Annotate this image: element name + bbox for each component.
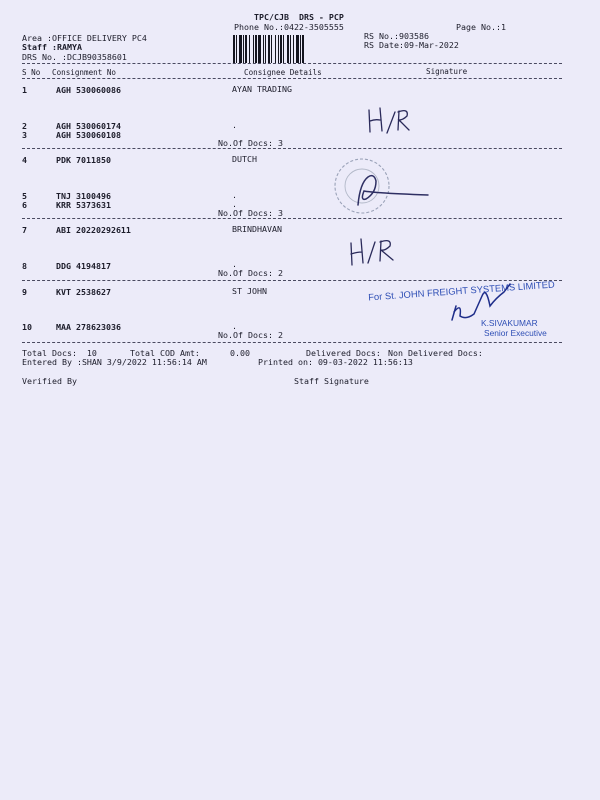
row-consignee: . bbox=[232, 190, 237, 200]
phone-number: Phone No.:0422-3505555 bbox=[234, 22, 344, 32]
row-doc-count: No.Of Docs: 2 bbox=[218, 268, 283, 278]
row-consignee: . bbox=[232, 259, 237, 269]
rs-date: RS Date:09-Mar-2022 bbox=[364, 40, 459, 50]
row-doc-count: No.Of Docs: 2 bbox=[218, 330, 283, 340]
printed-on: Printed on: 09-03-2022 11:56:13 bbox=[258, 357, 413, 367]
delivered-docs: Delivered Docs: bbox=[306, 348, 381, 358]
col-signature: Signature bbox=[426, 67, 468, 76]
row-sno: 4 bbox=[22, 155, 27, 165]
row-sno: 5 bbox=[22, 191, 27, 201]
non-delivered-docs: Non Delivered Docs: bbox=[388, 348, 483, 358]
row-consignment: KVT 2538627 bbox=[56, 287, 111, 297]
staff-signature-label: Staff Signature bbox=[294, 376, 369, 386]
row-consignee: BRINDHAVAN bbox=[232, 224, 282, 234]
row-consignment: ABI 20220292611 bbox=[56, 225, 131, 235]
total-cod-label: Total COD Amt: bbox=[130, 348, 200, 358]
row-consignee: ST JOHN bbox=[232, 286, 267, 296]
entered-by: Entered By :SHAN 3/9/2022 11:56:14 AM bbox=[22, 357, 207, 367]
area-label: Area :OFFICE DELIVERY PC4 bbox=[22, 33, 147, 43]
row-doc-count: No.Of Docs: 3 bbox=[218, 138, 283, 148]
row-sno: 2 bbox=[22, 121, 27, 131]
barcode bbox=[232, 35, 357, 63]
row-sno: 9 bbox=[22, 287, 27, 297]
row-consignment: DDG 4194817 bbox=[56, 261, 111, 271]
total-docs: Total Docs: 10 bbox=[22, 348, 97, 358]
row-consignee: . bbox=[232, 120, 237, 130]
row-consignment: AGH 530060108 bbox=[56, 130, 121, 140]
barcode-bars bbox=[232, 35, 357, 63]
row-consignment: PDK 7011850 bbox=[56, 155, 111, 165]
row-consignment: TNJ 3100496 bbox=[56, 191, 111, 201]
row-consignment: AGH 530060086 bbox=[56, 85, 121, 95]
divider bbox=[22, 218, 562, 219]
handwritten-hr-mark bbox=[345, 233, 401, 269]
col-consignee: Consignee Details bbox=[244, 68, 322, 77]
divider bbox=[22, 78, 562, 79]
company-stamp bbox=[367, 270, 555, 366]
col-sno: S No bbox=[22, 68, 41, 77]
row-sno: 3 bbox=[22, 130, 27, 140]
stamp-company-name: For St. JOHN FREIGHT SYSTEMS LIMITED bbox=[367, 278, 555, 303]
row-consignment: MAA 278623036 bbox=[56, 322, 121, 332]
total-cod-value: 0.00 bbox=[230, 348, 250, 358]
stamp-signatory-name: K.SIVAKUMAR bbox=[481, 318, 538, 328]
row-sno: 7 bbox=[22, 225, 27, 235]
delivery-seal-signature bbox=[330, 153, 440, 223]
divider bbox=[22, 148, 562, 149]
divider bbox=[22, 63, 562, 64]
row-consignee: . bbox=[232, 199, 237, 209]
rs-number: RS No.:903586 bbox=[364, 31, 429, 41]
row-consignment: KRR 5373631 bbox=[56, 200, 111, 210]
row-sno: 10 bbox=[22, 322, 32, 332]
verified-by: Verified By bbox=[22, 376, 77, 386]
row-consignee: . bbox=[232, 321, 237, 331]
row-sno: 6 bbox=[22, 200, 27, 210]
staff-label: Staff :RAMYA bbox=[22, 42, 82, 52]
row-consignee: AYAN TRADING bbox=[232, 84, 292, 94]
row-doc-count: No.Of Docs: 3 bbox=[218, 208, 283, 218]
report-title: TPC/CJB DRS - PCP bbox=[254, 12, 344, 22]
row-sno: 1 bbox=[22, 85, 27, 95]
row-sno: 8 bbox=[22, 261, 27, 271]
stamp-signatory-role: Senior Executive bbox=[484, 328, 547, 338]
row-consignee: DUTCH bbox=[232, 154, 257, 164]
handwritten-hr-mark bbox=[365, 104, 417, 138]
row-consignment: AGH 530060174 bbox=[56, 121, 121, 131]
col-consignment: Consignment No bbox=[52, 68, 117, 77]
page-number: Page No.:1 bbox=[456, 22, 506, 32]
drs-number: DRS No. :DCJB90358601 bbox=[22, 52, 127, 62]
